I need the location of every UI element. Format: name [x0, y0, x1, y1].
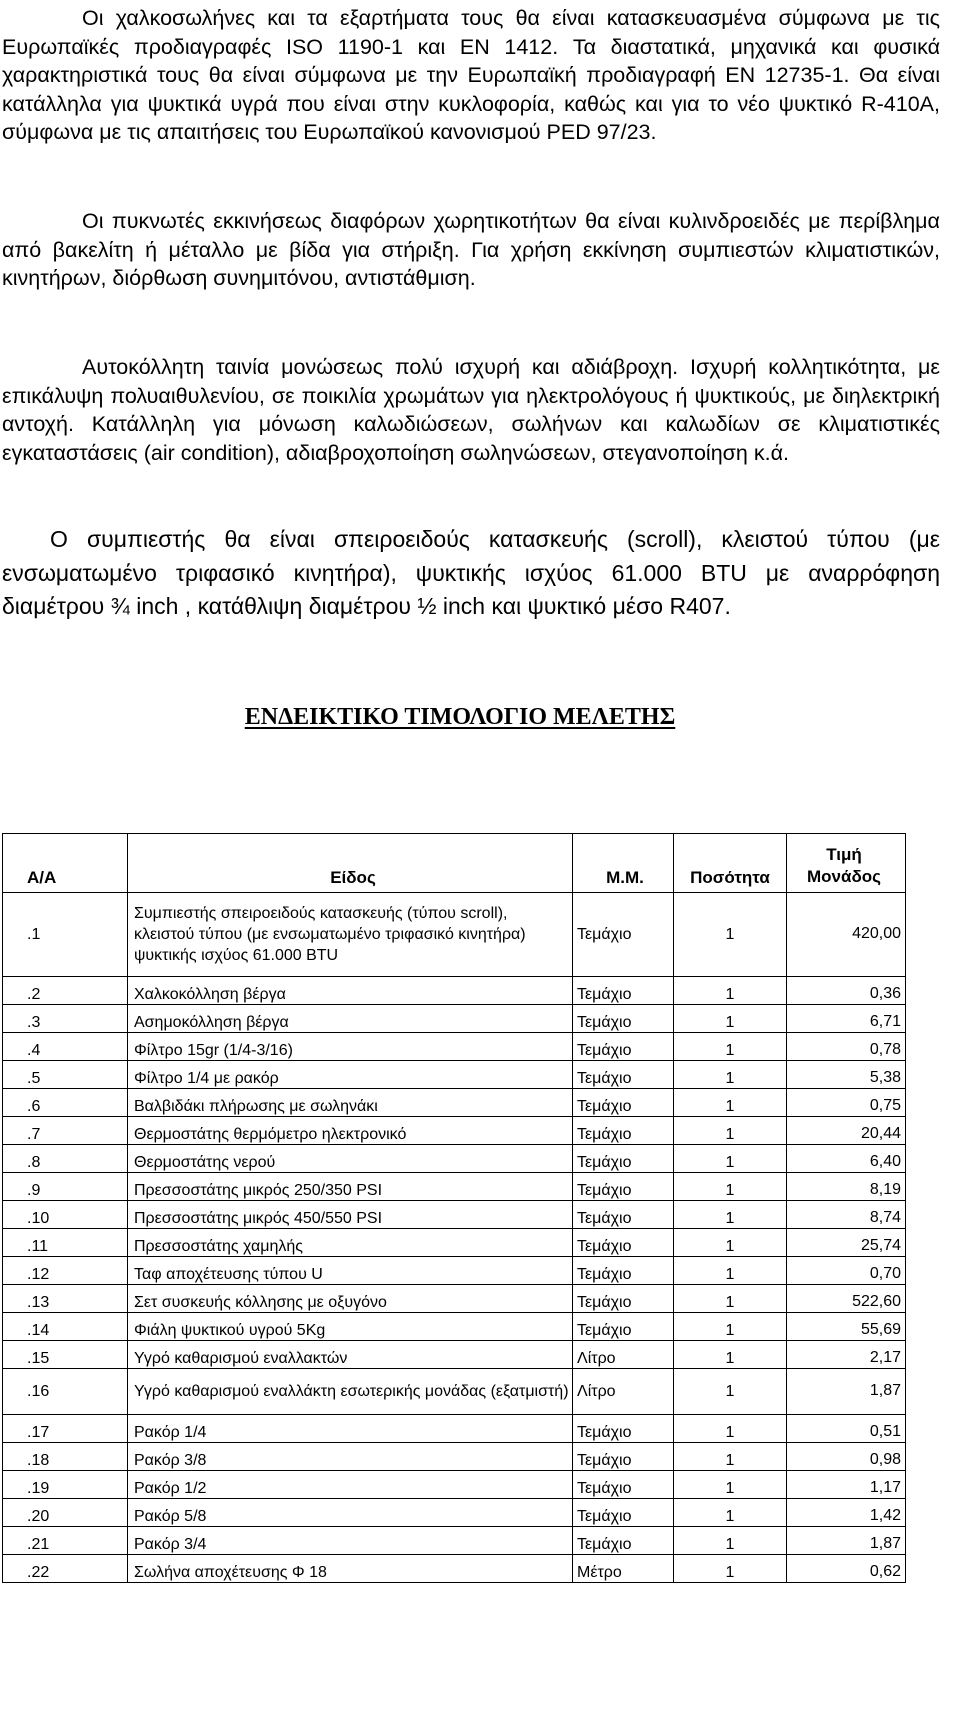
row-unit-price: 0,36	[787, 977, 906, 1005]
row-item: Υγρό καθαρισμού εναλλακτών	[128, 1341, 573, 1369]
row-unit-price: 55,69	[787, 1313, 906, 1341]
row-item: Σετ συσκευής κόλλησης με οξυγόνο	[128, 1285, 573, 1313]
row-quantity: 1	[674, 1005, 787, 1033]
row-quantity: 1	[674, 1173, 787, 1201]
row-number: .11	[3, 1229, 128, 1257]
row-item: Φίλτρο 15gr (1/4-3/16)	[128, 1033, 573, 1061]
paragraph-compressor: Ο συμπιεστής θα είναι σπειροειδούς κατασκευής (scroll), κλειστού τύπου (με ενσωματωμένο τριφασικό κινητήρα), ψυκτικής ισχύος 61.000 BTU με αναρρόφηση διαμέτρου ¾ inch , κατάθλιψη διαμέτρου ½ inch και ψυκτικό μέσο R407.	[2, 526, 940, 619]
row-item: Ρακόρ 1/4	[128, 1415, 573, 1443]
row-item: Χαλκοκόλληση βέργα	[128, 977, 573, 1005]
table-row	[3, 1229, 906, 1257]
row-item: Ρακόρ 1/2	[128, 1471, 573, 1499]
row-item: Συμπιεστής σπειροειδούς κατασκευής (τύπου scroll), κλειστού τύπου (με ενσωματωμένο τριφασικό κινητήρα) ψυκτικής ισχύος 61.000 BTU	[128, 893, 573, 977]
row-quantity: 1	[674, 1527, 787, 1555]
row-unit: Μέτρο	[573, 1555, 674, 1583]
row-quantity: 1	[674, 1471, 787, 1499]
table-row	[3, 1145, 906, 1173]
row-unit-price: 2,17	[787, 1341, 906, 1369]
row-unit: Τεμάχιο	[573, 1033, 674, 1061]
row-quantity: 1	[674, 1229, 787, 1257]
row-quantity: 1	[674, 1415, 787, 1443]
table-row	[3, 1173, 906, 1201]
row-unit-price: 1,17	[787, 1471, 906, 1499]
row-quantity: 1	[674, 1061, 787, 1089]
table-row	[3, 1443, 906, 1471]
row-unit: Τεμάχιο	[573, 1415, 674, 1443]
row-unit: Τεμάχιο	[573, 1117, 674, 1145]
row-number: .20	[3, 1499, 128, 1527]
row-item: Βαλβιδάκι πλήρωσης με σωληνάκι	[128, 1089, 573, 1117]
row-item: Υγρό καθαρισμού εναλλάκτη εσωτερικής μονάδας (εξατμιστή)	[128, 1369, 573, 1415]
table-row	[3, 1201, 906, 1229]
row-number: .21	[3, 1527, 128, 1555]
row-unit-price: 0,98	[787, 1443, 906, 1471]
header-qty: Ποσότητα	[674, 834, 787, 893]
row-number: .1	[3, 893, 128, 977]
row-unit: Τεμάχιο	[573, 977, 674, 1005]
row-unit-price: 1,87	[787, 1369, 906, 1415]
row-item: Ρακόρ 3/4	[128, 1527, 573, 1555]
row-quantity: 1	[674, 1499, 787, 1527]
row-quantity: 1	[674, 1257, 787, 1285]
row-quantity: 1	[674, 1285, 787, 1313]
row-quantity: 1	[674, 1555, 787, 1583]
row-unit-price: 522,60	[787, 1285, 906, 1313]
row-unit-price: 420,00	[787, 893, 906, 977]
row-quantity: 1	[674, 1443, 787, 1471]
row-unit-price: 20,44	[787, 1117, 906, 1145]
table-row	[3, 1555, 906, 1583]
row-unit: Τεμάχιο	[573, 1527, 674, 1555]
row-number: .19	[3, 1471, 128, 1499]
row-quantity: 1	[674, 1201, 787, 1229]
table-row	[3, 1369, 906, 1415]
row-number: .15	[3, 1341, 128, 1369]
row-unit-price: 8,74	[787, 1201, 906, 1229]
row-number: .9	[3, 1173, 128, 1201]
row-quantity: 1	[674, 1117, 787, 1145]
row-unit: Λίτρο	[573, 1341, 674, 1369]
row-number: .13	[3, 1285, 128, 1313]
row-unit: Λίτρο	[573, 1369, 674, 1415]
row-unit-price: 5,38	[787, 1061, 906, 1089]
row-unit: Τεμάχιο	[573, 1471, 674, 1499]
row-quantity: 1	[674, 1313, 787, 1341]
row-quantity: 1	[674, 893, 787, 977]
row-item: Φίλτρο 1/4 με ρακόρ	[128, 1061, 573, 1089]
row-unit: Τεμάχιο	[573, 1173, 674, 1201]
row-quantity: 1	[674, 1145, 787, 1173]
header-aa: Α/Α	[3, 834, 128, 893]
row-unit-price: 25,74	[787, 1229, 906, 1257]
row-unit: Τεμάχιο	[573, 1201, 674, 1229]
row-quantity: 1	[674, 1341, 787, 1369]
row-unit-price: 6,40	[787, 1145, 906, 1173]
row-unit: Τεμάχιο	[573, 1285, 674, 1313]
row-unit: Τεμάχιο	[573, 1229, 674, 1257]
row-unit-price: 0,51	[787, 1415, 906, 1443]
paragraph-copper-pipes: Οι χαλκοσωλήνες και τα εξαρτήματα τους θα είναι κατασκευασμένα σύμφωνα με τις Ευρωπαϊκές προδιαγραφές ISO 1190-1 και EN 1412. Τα διαστατικά, μηχανικά και φυσικά χαρακτηριστικά τους θα είναι σύμφωνα με την Ευρωπαϊκή προδιαγραφή EN 12735-1. Θα είναι κατάλληλα για ψυκτικά υγρά που είναι στην κυκλοφορία, καθώς και για το νέο ψυκτικό R-410A, σύμφωνα με τις απαιτήσεις του Ευρωπαϊκού κανονισμού PED 97/23.	[2, 6, 940, 144]
row-unit-price: 0,70	[787, 1257, 906, 1285]
row-number: .5	[3, 1061, 128, 1089]
row-unit: Τεμάχιο	[573, 1257, 674, 1285]
row-item: Πρεσσοστάτης χαμηλής	[128, 1229, 573, 1257]
row-number: .14	[3, 1313, 128, 1341]
header-item: Είδος	[128, 834, 573, 893]
row-item: Θερμοστάτης θερμόμετρο ηλεκτρονικό	[128, 1117, 573, 1145]
table-body	[3, 893, 906, 1583]
table-row	[3, 1117, 906, 1145]
table-row	[3, 1341, 906, 1369]
paragraph-capacitors: Οι πυκνωτές εκκινήσεως διαφόρων χωρητικοτήτων θα είναι κυλινδροειδές με περίβλημα από βακελίτη ή μέταλλο με βίδα για στήριξη. Για χρήση εκκίνηση συμπιεστών κλιματιστικών, κινητήρων, διόρθωση συνημιτόνου, αντιστάθμιση.	[2, 209, 940, 290]
row-number: .8	[3, 1145, 128, 1173]
row-unit: Τεμάχιο	[573, 1061, 674, 1089]
row-unit: Τεμάχιο	[573, 1443, 674, 1471]
table-row	[3, 1033, 906, 1061]
table-row	[3, 893, 906, 977]
table-row	[3, 1005, 906, 1033]
table-row	[3, 1089, 906, 1117]
row-unit-price: 6,71	[787, 1005, 906, 1033]
row-quantity: 1	[674, 977, 787, 1005]
row-quantity: 1	[674, 1033, 787, 1061]
table-row	[3, 1499, 906, 1527]
row-item: Σωλήνα αποχέτευσης Φ 18	[128, 1555, 573, 1583]
table-row	[3, 1471, 906, 1499]
row-number: .16	[3, 1369, 128, 1415]
row-unit-price: 8,19	[787, 1173, 906, 1201]
row-number: .2	[3, 977, 128, 1005]
row-quantity: 1	[674, 1369, 787, 1415]
row-item: Ρακόρ 5/8	[128, 1499, 573, 1527]
header-price: Τιμή Μονάδος	[787, 834, 906, 893]
row-item: Ταφ αποχέτευσης τύπου U	[128, 1257, 573, 1285]
paragraph-insulation-tape: Αυτοκόλλητη ταινία μονώσεως πολύ ισχυρή και αδιάβροχη. Ισχυρή κολλητικότητα, με επικάλυψη πολυαιθυλενίου, σε ποικιλία χρωμάτων για ηλεκτρολόγους ή ψυκτικούς, με διηλεκτρική αντοχή. Κατάλληλη για μόνωση καλωδιώσεων, σωλήνων και καλωδίων σε κλιματιστικές εγκαταστάσεις (air condition), αδιαβροχοποίηση σωληνώσεων, στεγανοποίηση κ.ά.	[2, 355, 940, 465]
row-item: Ρακόρ 3/8	[128, 1443, 573, 1471]
row-number: .17	[3, 1415, 128, 1443]
table-row	[3, 977, 906, 1005]
row-item: Πρεσσοστάτης μικρός 450/550 PSI	[128, 1201, 573, 1229]
row-number: .4	[3, 1033, 128, 1061]
row-quantity: 1	[674, 1089, 787, 1117]
row-unit-price: 1,87	[787, 1527, 906, 1555]
table-header-row	[3, 834, 906, 893]
price-list-heading: ΕΝΔΕΙΚΤΙΚΟ ΤΙΜΟΛΟΓΙΟ ΜΕΛΕΤΗΣ	[244, 704, 676, 730]
row-number: .10	[3, 1201, 128, 1229]
row-number: .18	[3, 1443, 128, 1471]
table-row	[3, 1285, 906, 1313]
table-row	[3, 1527, 906, 1555]
row-unit: Τεμάχιο	[573, 1145, 674, 1173]
row-number: .3	[3, 1005, 128, 1033]
row-number: .7	[3, 1117, 128, 1145]
row-unit-price: 0,75	[787, 1089, 906, 1117]
row-number: .12	[3, 1257, 128, 1285]
table-row	[3, 1257, 906, 1285]
row-unit-price: 0,62	[787, 1555, 906, 1583]
table-row	[3, 1313, 906, 1341]
table-row	[3, 1415, 906, 1443]
row-item: Θερμοστάτης νερού	[128, 1145, 573, 1173]
row-unit: Τεμάχιο	[573, 1313, 674, 1341]
row-unit-price: 1,42	[787, 1499, 906, 1527]
table-row	[3, 1061, 906, 1089]
price-table	[2, 833, 906, 1583]
row-number: .22	[3, 1555, 128, 1583]
row-unit-price: 0,78	[787, 1033, 906, 1061]
row-item: Ασημοκόλληση βέργα	[128, 1005, 573, 1033]
row-item: Φιάλη ψυκτικού υγρού 5Kg	[128, 1313, 573, 1341]
row-unit: Τεμάχιο	[573, 893, 674, 977]
header-unit: Μ.Μ.	[573, 834, 674, 893]
row-number: .6	[3, 1089, 128, 1117]
row-item: Πρεσσοστάτης μικρός 250/350 PSI	[128, 1173, 573, 1201]
row-unit: Τεμάχιο	[573, 1089, 674, 1117]
row-unit: Τεμάχιο	[573, 1005, 674, 1033]
row-unit: Τεμάχιο	[573, 1499, 674, 1527]
